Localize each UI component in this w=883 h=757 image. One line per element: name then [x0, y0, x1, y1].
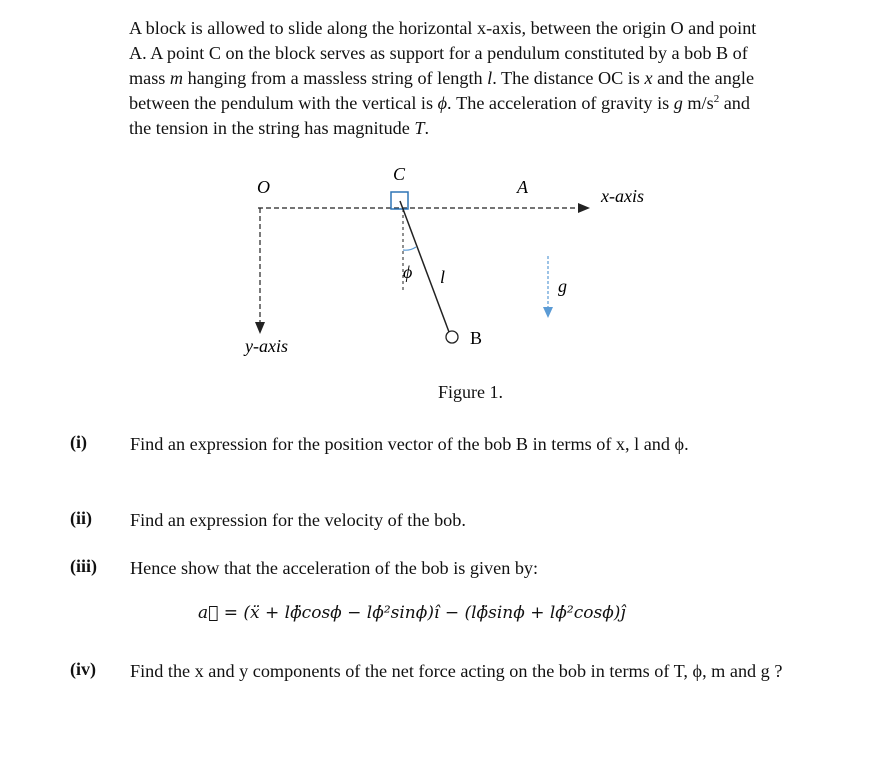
angle-arc — [403, 247, 416, 250]
intro-line-4: between the pendulum with the vertical is ϕ. The acceleration of gravity is g $m/s^2$ and — [129, 92, 750, 113]
label-l: l — [440, 267, 446, 287]
label-c: C — [393, 164, 406, 184]
label-b: B — [470, 328, 483, 348]
label-o: O — [257, 177, 270, 197]
label-a: A — [517, 177, 528, 197]
question-1-number: (i) — [70, 432, 87, 452]
question-4-number: (iv) — [70, 659, 96, 679]
y-axis-arrowhead — [255, 322, 265, 334]
label-phi: ϕ — [403, 262, 413, 282]
bob-b — [446, 331, 458, 343]
intro-line-5: the tension in the string has magnitude T. — [129, 118, 430, 138]
label-y-axis: y-axis — [245, 336, 288, 356]
question-2-number: (ii) — [70, 508, 92, 528]
question-3-text: Hence show that the acceleration of the bob is given by: — [130, 558, 539, 578]
intro-line-1: A block is allowed to slide along the horizontal x-axis, between the origin O and point — [129, 18, 757, 38]
acceleration-equation: a⃗ = (ẍ + lϕ̈cosϕ − lϕ̇²sinϕ)î − (lϕ̈sinϕ + lϕ̇²cosϕ)ĵ — [198, 603, 626, 623]
intro-line-2: A. A point C on the block serves as support for a pendulum constituted by a bob B of — [129, 43, 748, 63]
label-g: g — [558, 276, 567, 296]
block-c — [391, 192, 408, 209]
x-axis-arrowhead — [578, 203, 590, 213]
intro-line-3: mass m hanging from a massless string of length l. The distance OC is x and the angle — [129, 68, 755, 88]
label-x-axis: x-axis — [601, 186, 644, 206]
question-2-text: Find an expression for the velocity of the bob. — [130, 510, 466, 530]
figure-caption: Figure 1. — [438, 382, 503, 402]
gravity-arrowhead — [543, 307, 553, 318]
question-1-text: Find an expression for the position vector of the bob B in terms of x, l and ϕ. — [130, 434, 689, 454]
question-4-text: Find the x and y components of the net force acting on the bob in terms of T, ϕ, m and g ? — [130, 661, 783, 681]
question-3-number: (iii) — [70, 556, 97, 576]
